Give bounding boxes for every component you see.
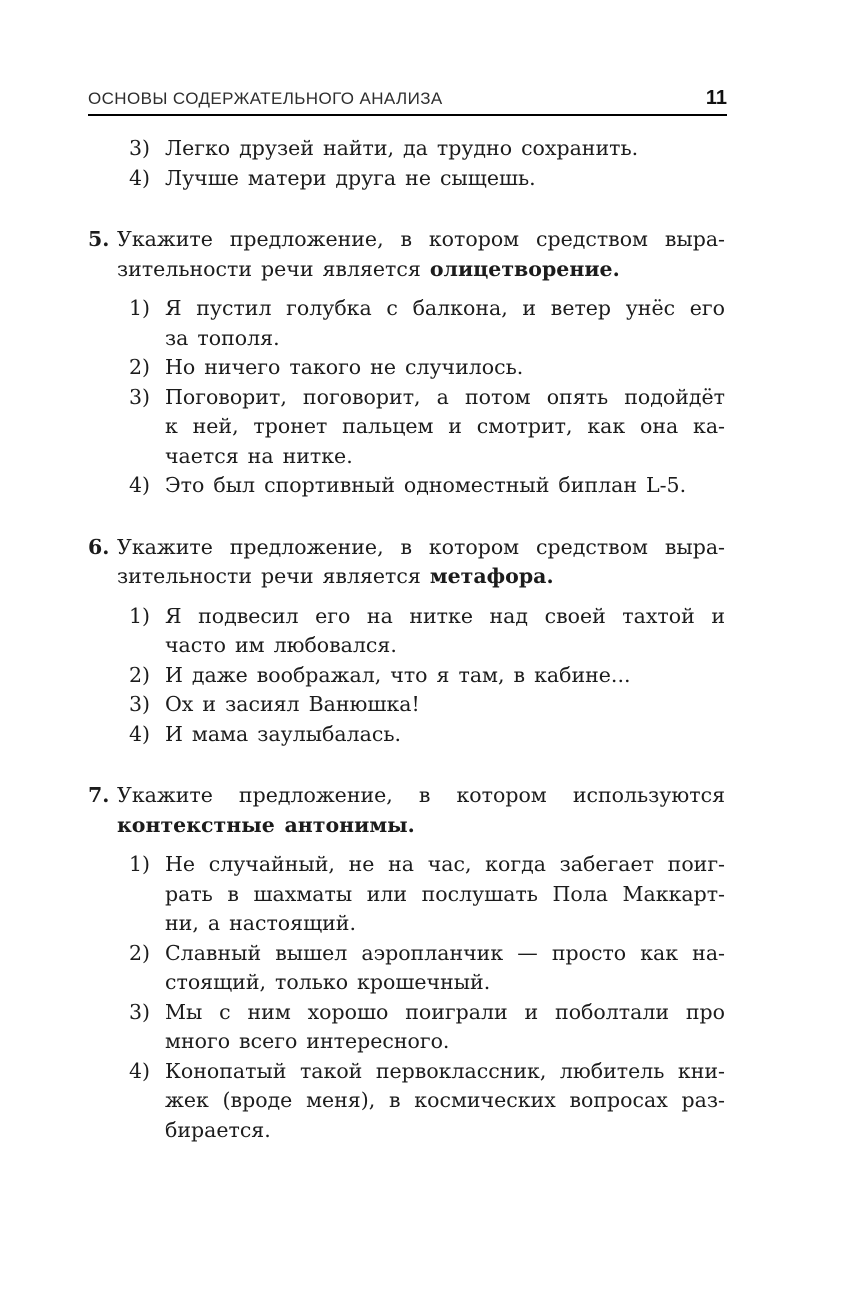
answer-option xyxy=(129,471,725,501)
answer-option xyxy=(129,939,725,998)
question-number: 7. xyxy=(88,783,110,807)
option-number: 4) xyxy=(129,721,151,746)
answer-option xyxy=(129,383,725,472)
answer-option xyxy=(129,720,725,750)
option-text: чается на нитке. xyxy=(165,443,353,468)
option-text: Славный вышел аэропланчик — просто как на- xyxy=(165,940,725,965)
option-text-line xyxy=(129,1057,725,1087)
option-text: Но ничего такого не случилось. xyxy=(165,355,524,379)
option-text: стоящий, только крошечный. xyxy=(165,970,491,994)
option-text: Я пустил голубка с балкона, и ветер унёс его xyxy=(165,296,725,320)
running-header xyxy=(88,0,727,116)
question-7 xyxy=(88,781,725,1145)
question-prompt-line xyxy=(88,562,725,592)
option-text: И даже воображал, что я там, в кабине... xyxy=(165,662,631,687)
answer-option xyxy=(129,850,725,939)
option-number: 2) xyxy=(129,355,151,379)
question-6 xyxy=(88,533,725,750)
option-text-line xyxy=(129,353,725,383)
option-text-line xyxy=(129,631,725,661)
option-text-line xyxy=(129,442,725,472)
option-text-line xyxy=(129,324,725,354)
answer-option xyxy=(129,602,725,661)
prompt-term: олицетворение. xyxy=(429,256,620,281)
option-text: Мы с ним хорошо поиграли и поболтали про xyxy=(165,999,725,1024)
option-text: бирается. xyxy=(165,1117,271,1142)
prompt-text: зительности речи является xyxy=(117,564,430,588)
option-number: 3) xyxy=(129,692,151,716)
option-number: 1) xyxy=(129,603,151,628)
option-list xyxy=(88,294,725,501)
option-text-line xyxy=(129,909,725,939)
question-prompt xyxy=(88,225,725,284)
option-text: Конопатый такой первоклассник, любитель кни- xyxy=(165,1058,725,1083)
option-number: 2) xyxy=(129,940,151,965)
option-text-line xyxy=(129,164,725,194)
prompt-term: контекстные антонимы. xyxy=(117,812,415,837)
option-text: жек (вроде меня), в космических вопросах раз- xyxy=(165,1088,725,1112)
option-text-line xyxy=(129,602,725,632)
option-text: Легко друзей найти, да трудно сохранить. xyxy=(165,136,639,160)
option-text-line xyxy=(129,690,725,720)
option-list xyxy=(88,850,725,1145)
prompt-text: Укажите предложение, в котором используются xyxy=(117,783,725,807)
question-prompt-line xyxy=(88,781,725,811)
option-text: Поговорит, поговорит, а потом опять подойдёт xyxy=(165,384,725,409)
question-number: 5. xyxy=(88,227,110,251)
option-text-line xyxy=(129,471,725,501)
option-text: Это был спортивный одноместный биплан L-5. xyxy=(165,473,687,497)
option-number: 1) xyxy=(129,296,151,320)
option-text: часто им любовался. xyxy=(165,633,397,657)
prompt-text: зительности речи является xyxy=(117,256,430,281)
option-text-line xyxy=(129,1027,725,1057)
page-content xyxy=(88,134,725,1145)
option-number: 3) xyxy=(129,384,151,409)
option-text: к ней, тронет пальцем и смотрит, как она ка- xyxy=(165,414,725,438)
option-text-line xyxy=(129,294,725,324)
option-list xyxy=(88,602,725,750)
option-text-line xyxy=(129,880,725,910)
option-text: Не случайный, не на час, когда забегает поиг- xyxy=(165,852,725,876)
option-text: Лучше матери друга не сыщешь. xyxy=(165,165,536,190)
option-number: 4) xyxy=(129,473,151,497)
answer-option xyxy=(129,353,725,383)
option-text: Ох и засиял Ванюшка! xyxy=(165,692,420,716)
prompt-term: метафора. xyxy=(429,564,554,588)
option-number: 4) xyxy=(129,165,151,190)
prompt-text: Укажите предложение, в котором средством выра- xyxy=(117,534,725,559)
option-text: рать в шахматы или послушать Пола Маккарт- xyxy=(165,881,725,906)
prompt-text: Укажите предложение, в котором средством выра- xyxy=(117,227,725,251)
option-number: 3) xyxy=(129,999,151,1024)
header-divider xyxy=(88,114,727,116)
question-prompt-line xyxy=(88,811,725,841)
option-number: 2) xyxy=(129,662,151,687)
answer-option xyxy=(129,661,725,691)
answer-option xyxy=(129,1057,725,1146)
carryover-option-list xyxy=(88,134,725,193)
option-text-line xyxy=(129,720,725,750)
option-text: за тополя. xyxy=(165,325,280,350)
answer-option xyxy=(129,998,725,1057)
option-number: 1) xyxy=(129,852,151,876)
option-text: Я подвесил его на нитке над своей тахтой и xyxy=(165,603,725,628)
option-text-line xyxy=(129,968,725,998)
question-number: 6. xyxy=(88,534,110,559)
option-text-line xyxy=(129,383,725,413)
question-prompt-line xyxy=(88,533,725,563)
question-prompt-line xyxy=(88,225,725,255)
option-text-line xyxy=(129,661,725,691)
option-text-line xyxy=(129,998,725,1028)
option-text-line xyxy=(129,1086,725,1116)
answer-option xyxy=(129,690,725,720)
page-number: 11 xyxy=(705,87,727,109)
option-text-line xyxy=(129,412,725,442)
running-header-title: ОСНОВЫ СОДЕРЖАТЕЛЬНОГО АНАЛИЗА xyxy=(88,89,443,108)
question-prompt xyxy=(88,533,725,592)
option-text: И мама заулыбалась. xyxy=(165,721,402,746)
answer-option xyxy=(129,294,725,353)
option-number: 3) xyxy=(129,136,151,160)
question-prompt xyxy=(88,781,725,840)
question-5 xyxy=(88,225,725,501)
option-text-line xyxy=(129,1116,725,1146)
carryover-option xyxy=(129,134,725,164)
option-text-line xyxy=(129,134,725,164)
carryover-option xyxy=(129,164,725,194)
question-prompt-line xyxy=(88,255,725,285)
option-text: много всего интересного. xyxy=(165,1029,450,1053)
option-text-line xyxy=(129,939,725,969)
option-text-line xyxy=(129,850,725,880)
option-text: ни, а настоящий. xyxy=(165,911,356,935)
option-number: 4) xyxy=(129,1058,151,1083)
